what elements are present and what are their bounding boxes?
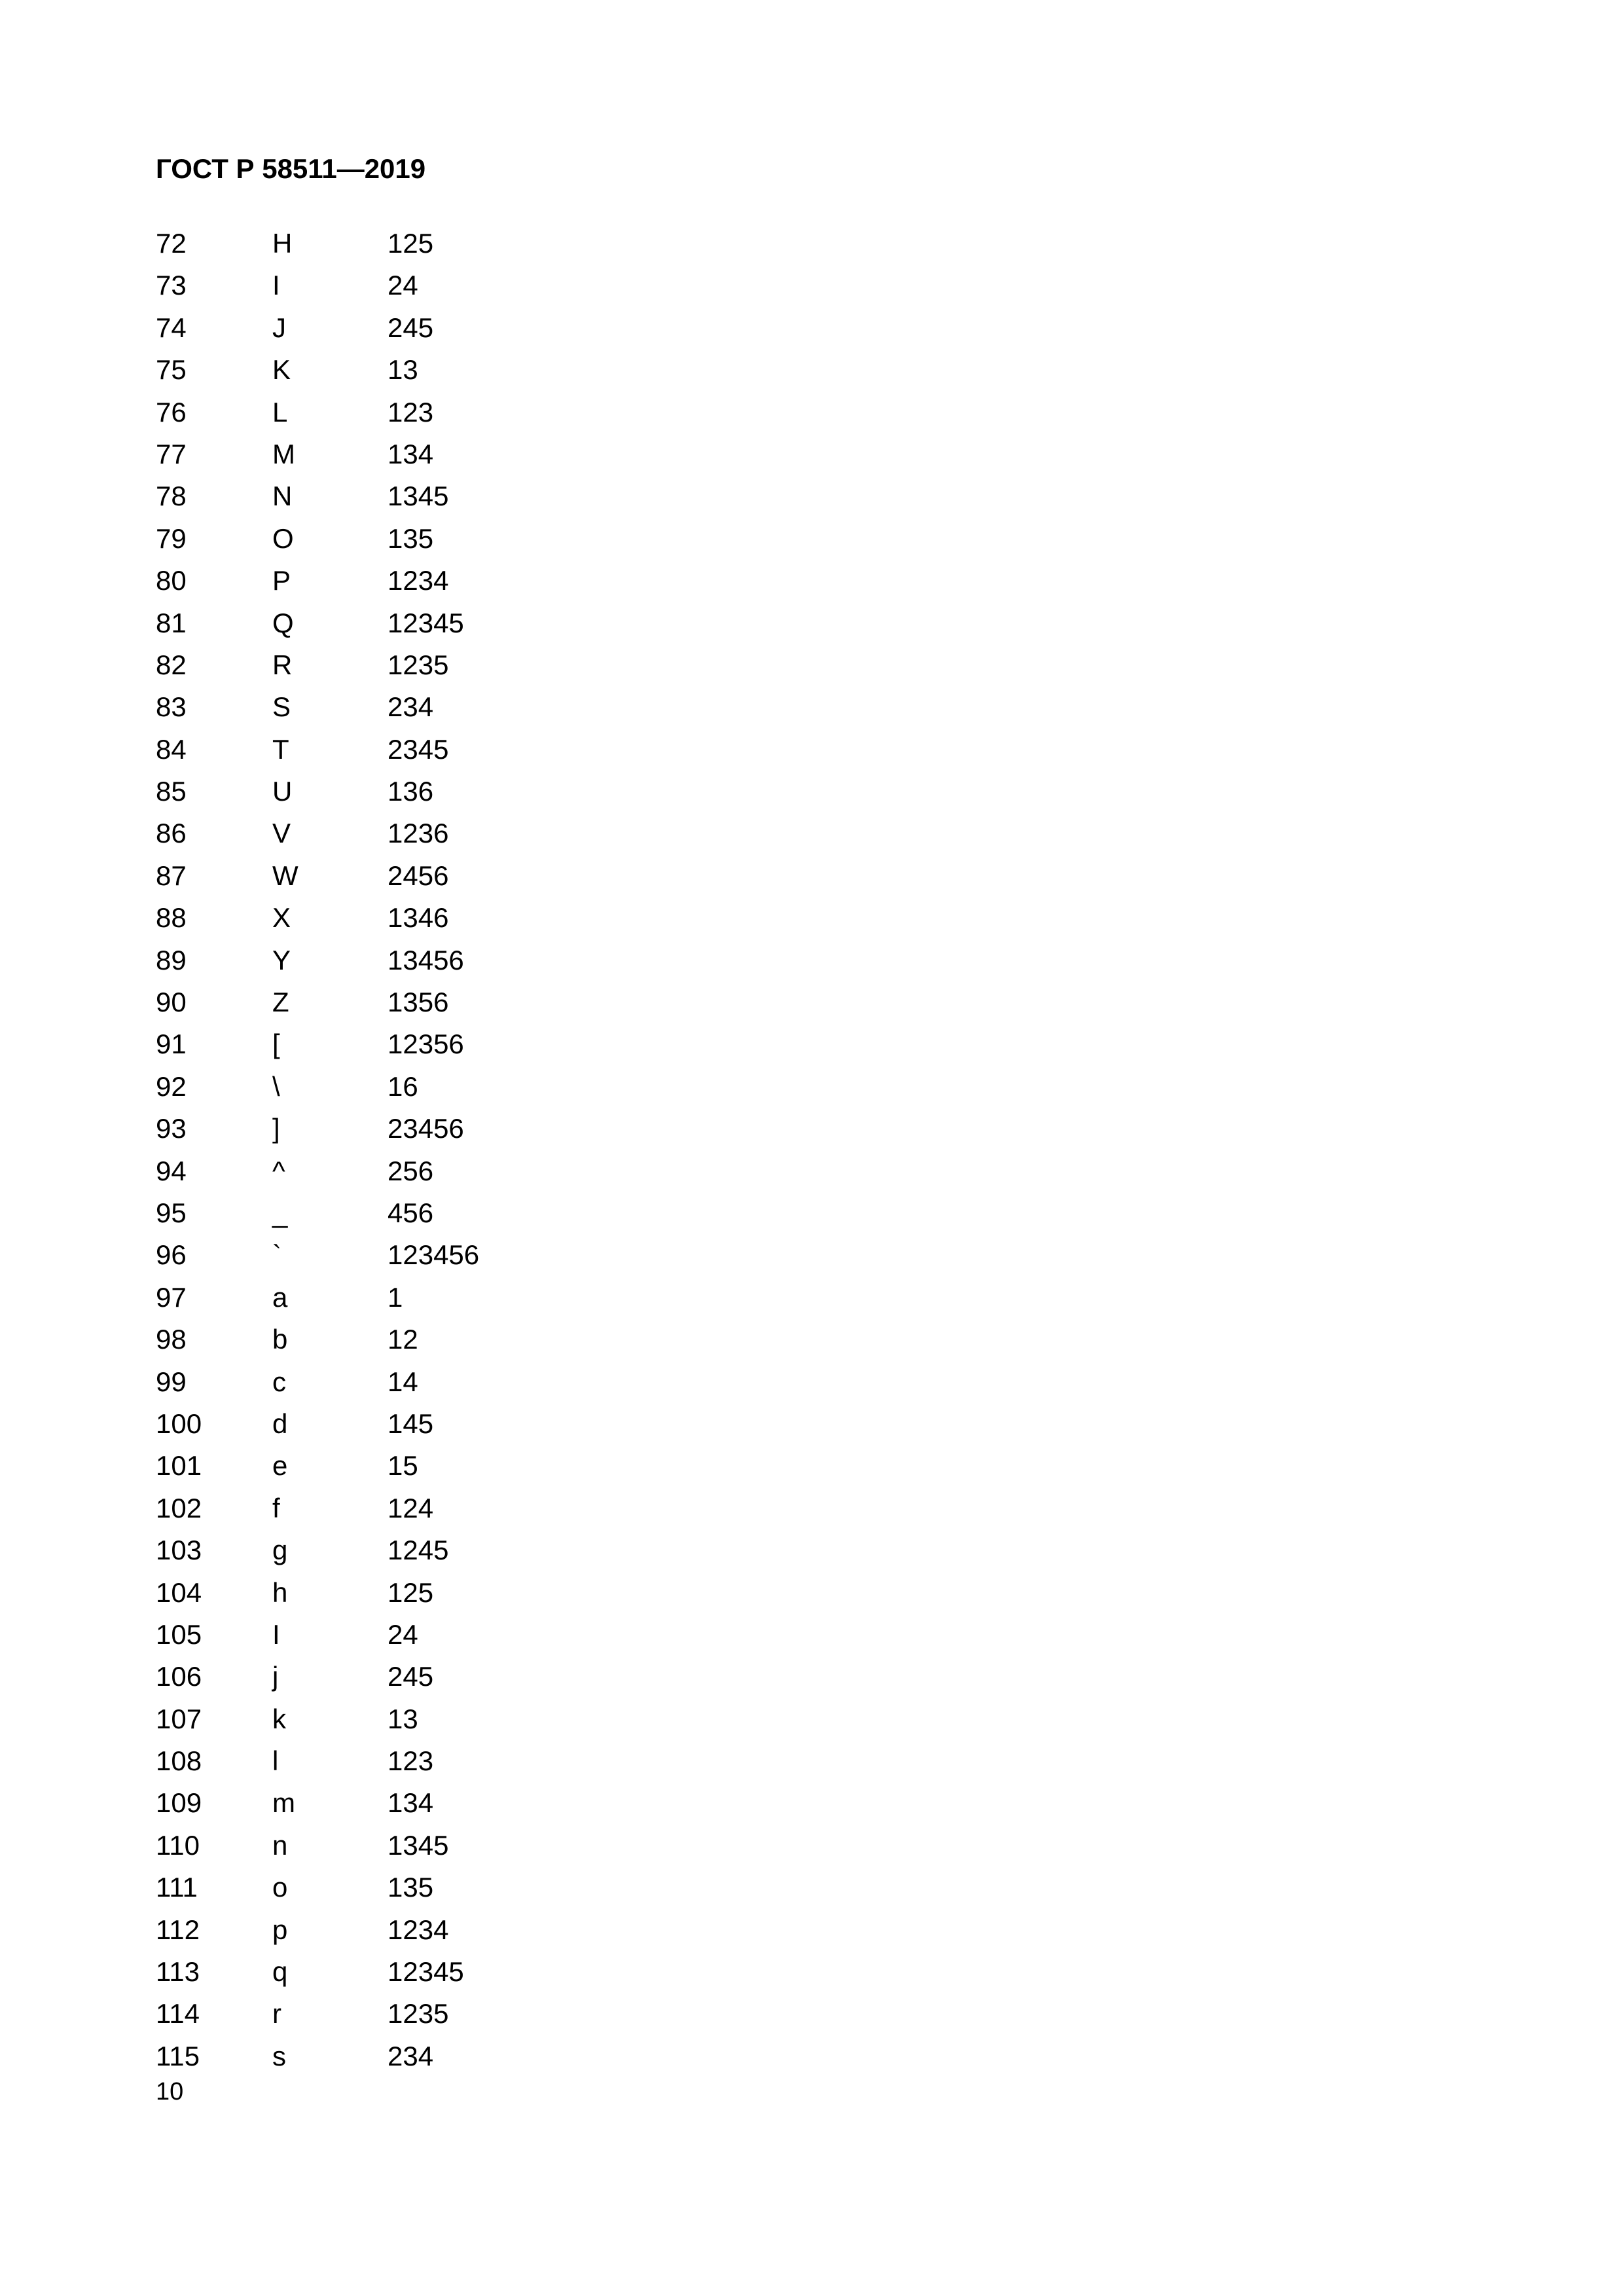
braille-dots-cell: 14 bbox=[388, 1366, 418, 1397]
decimal-code-cell: 87 bbox=[156, 860, 187, 891]
table-row bbox=[156, 1150, 614, 1192]
table-row bbox=[156, 1740, 614, 1782]
decimal-code-cell: 77 bbox=[156, 438, 187, 469]
character-cell: n bbox=[272, 1829, 288, 1861]
braille-dots-cell: 1245 bbox=[388, 1535, 449, 1566]
table-row bbox=[156, 223, 614, 264]
decimal-code-cell: 103 bbox=[156, 1535, 202, 1566]
character-cell: k bbox=[272, 1703, 286, 1734]
table-row bbox=[156, 686, 614, 728]
decimal-code-cell: 78 bbox=[156, 481, 187, 512]
decimal-code-cell: 102 bbox=[156, 1492, 202, 1523]
table-row bbox=[156, 264, 614, 306]
braille-dots-cell: 23456 bbox=[388, 1113, 464, 1144]
decimal-code-cell: 113 bbox=[156, 1956, 200, 1988]
character-cell: J bbox=[272, 312, 286, 343]
braille-dots-cell: 15 bbox=[388, 1450, 418, 1482]
character-cell: K bbox=[272, 354, 291, 386]
braille-dots-cell: 1346 bbox=[388, 902, 449, 934]
decimal-code-cell: 109 bbox=[156, 1787, 202, 1819]
braille-dots-cell: 125 bbox=[388, 228, 434, 259]
character-cell: U bbox=[272, 776, 293, 807]
braille-dots-cell: 1356 bbox=[388, 987, 449, 1018]
decimal-code-cell: 112 bbox=[156, 1914, 200, 1945]
decimal-code-cell: 80 bbox=[156, 565, 187, 596]
table-row bbox=[156, 1277, 614, 1319]
braille-dots-cell: 245 bbox=[388, 312, 434, 343]
decimal-code-cell: 107 bbox=[156, 1703, 202, 1734]
character-cell: H bbox=[272, 228, 293, 259]
braille-dots-cell: 234 bbox=[388, 691, 434, 723]
braille-dots-cell: 124 bbox=[388, 1492, 434, 1523]
table-row bbox=[156, 1403, 614, 1445]
table-row bbox=[156, 1361, 614, 1403]
table-row bbox=[156, 349, 614, 391]
decimal-code-cell: 86 bbox=[156, 818, 187, 849]
decimal-code-cell: 94 bbox=[156, 1155, 187, 1186]
table-row bbox=[156, 812, 614, 854]
character-cell: f bbox=[272, 1492, 280, 1523]
table-row bbox=[156, 1572, 614, 1614]
decimal-code-cell: 85 bbox=[156, 776, 187, 807]
braille-dots-cell: 12356 bbox=[388, 1029, 464, 1060]
table-row bbox=[156, 1319, 614, 1360]
character-cell: P bbox=[272, 565, 291, 596]
table-row bbox=[156, 518, 614, 560]
table-row bbox=[156, 560, 614, 602]
table-row bbox=[156, 1023, 614, 1065]
braille-dots-cell: 1234 bbox=[388, 565, 449, 596]
braille-dots-cell: 2456 bbox=[388, 860, 449, 891]
character-cell: M bbox=[272, 438, 295, 469]
character-cell: s bbox=[272, 2040, 286, 2071]
table-row bbox=[156, 771, 614, 812]
character-cell: m bbox=[272, 1787, 295, 1819]
table-row bbox=[156, 981, 614, 1023]
braille-dots-cell: 13 bbox=[388, 354, 418, 386]
table-row bbox=[156, 433, 614, 475]
character-cell: S bbox=[272, 691, 291, 723]
braille-dots-cell: 123456 bbox=[388, 1239, 480, 1271]
decimal-code-cell: 91 bbox=[156, 1029, 187, 1060]
decimal-code-cell: 101 bbox=[156, 1450, 202, 1482]
braille-dots-cell: 1345 bbox=[388, 481, 449, 512]
braille-dots-cell: 24 bbox=[388, 270, 418, 301]
character-cell: h bbox=[272, 1576, 288, 1608]
decimal-code-cell: 75 bbox=[156, 354, 187, 386]
braille-dots-cell: 234 bbox=[388, 2040, 434, 2071]
braille-dots-cell: 1235 bbox=[388, 1998, 449, 2030]
decimal-code-cell: 98 bbox=[156, 1324, 187, 1355]
decimal-code-cell: 90 bbox=[156, 987, 187, 1018]
decimal-code-cell: 95 bbox=[156, 1197, 187, 1228]
character-cell: I bbox=[272, 1618, 280, 1650]
braille-dots-cell: 256 bbox=[388, 1155, 434, 1186]
braille-dots-cell: 123 bbox=[388, 396, 434, 428]
character-cell: Y bbox=[272, 944, 291, 975]
braille-dots-cell: 134 bbox=[388, 1787, 434, 1819]
character-cell: O bbox=[272, 522, 294, 554]
table-row bbox=[156, 855, 614, 897]
character-cell: g bbox=[272, 1535, 288, 1566]
braille-dots-cell: 1236 bbox=[388, 818, 449, 849]
character-cell: b bbox=[272, 1324, 288, 1355]
decimal-code-cell: 97 bbox=[156, 1281, 187, 1313]
character-cell: V bbox=[272, 818, 291, 849]
table-row bbox=[156, 1445, 614, 1487]
table-row bbox=[156, 1782, 614, 1824]
decimal-code-cell: 99 bbox=[156, 1366, 187, 1397]
character-cell: T bbox=[272, 733, 289, 765]
braille-dots-cell: 2345 bbox=[388, 733, 449, 765]
decimal-code-cell: 93 bbox=[156, 1113, 187, 1144]
character-cell: I bbox=[272, 270, 280, 301]
table-row bbox=[156, 1487, 614, 1529]
decimal-code-cell: 114 bbox=[156, 1998, 200, 2030]
character-cell: ^ bbox=[272, 1155, 285, 1186]
character-cell: o bbox=[272, 1872, 288, 1903]
character-cell: _ bbox=[272, 1197, 288, 1228]
table-row bbox=[156, 1909, 614, 1951]
table-row bbox=[156, 729, 614, 771]
braille-dots-cell: 135 bbox=[388, 522, 434, 554]
table-row bbox=[156, 1614, 614, 1656]
braille-dots-cell: 456 bbox=[388, 1197, 434, 1228]
decimal-code-cell: 106 bbox=[156, 1661, 202, 1692]
braille-dots-cell: 1235 bbox=[388, 649, 449, 680]
table-row bbox=[156, 1867, 614, 1908]
character-cell: l bbox=[272, 1745, 279, 1777]
decimal-code-cell: 79 bbox=[156, 522, 187, 554]
character-cell: Z bbox=[272, 987, 289, 1018]
decimal-code-cell: 88 bbox=[156, 902, 187, 934]
table-row bbox=[156, 897, 614, 939]
braille-dots-cell: 24 bbox=[388, 1618, 418, 1650]
decimal-code-cell: 89 bbox=[156, 944, 187, 975]
braille-dots-cell: 16 bbox=[388, 1070, 418, 1102]
character-cell: ] bbox=[272, 1113, 280, 1144]
braille-dots-cell: 125 bbox=[388, 1576, 434, 1608]
character-cell: R bbox=[272, 649, 293, 680]
page-header-title: ГОСТ Р 58511—2019 bbox=[156, 153, 426, 184]
table-row bbox=[156, 1656, 614, 1698]
character-cell: ` bbox=[272, 1239, 281, 1271]
table-row bbox=[156, 392, 614, 433]
decimal-code-cell: 96 bbox=[156, 1239, 187, 1271]
table-row bbox=[156, 307, 614, 349]
character-cell: a bbox=[272, 1281, 288, 1313]
decimal-code-cell: 104 bbox=[156, 1576, 202, 1608]
character-cell: [ bbox=[272, 1029, 280, 1060]
character-cell: d bbox=[272, 1408, 288, 1439]
braille-dots-cell: 12345 bbox=[388, 607, 464, 638]
braille-dots-cell: 12345 bbox=[388, 1956, 464, 1988]
braille-dots-cell: 13 bbox=[388, 1703, 418, 1734]
decimal-code-cell: 84 bbox=[156, 733, 187, 765]
braille-dots-cell: 123 bbox=[388, 1745, 434, 1777]
braille-dots-cell: 245 bbox=[388, 1661, 434, 1692]
table-row bbox=[156, 1066, 614, 1108]
page-number: 10 bbox=[156, 2078, 184, 2105]
decimal-code-cell: 83 bbox=[156, 691, 187, 723]
table-row bbox=[156, 1993, 614, 2035]
character-cell: p bbox=[272, 1914, 288, 1945]
table-row bbox=[156, 602, 614, 644]
table-row bbox=[156, 939, 614, 981]
character-cell: L bbox=[272, 396, 288, 428]
table-row bbox=[156, 475, 614, 517]
character-cell: \ bbox=[272, 1070, 280, 1102]
decimal-code-cell: 76 bbox=[156, 396, 187, 428]
decimal-code-cell: 73 bbox=[156, 270, 187, 301]
table-row bbox=[156, 1698, 614, 1740]
decimal-code-cell: 81 bbox=[156, 607, 187, 638]
braille-dots-cell: 1345 bbox=[388, 1829, 449, 1861]
table-row bbox=[156, 644, 614, 686]
braille-dots-cell: 12 bbox=[388, 1324, 418, 1355]
character-cell: N bbox=[272, 481, 293, 512]
decimal-code-cell: 72 bbox=[156, 228, 187, 259]
table-row bbox=[156, 1951, 614, 1993]
braille-dots-cell: 1234 bbox=[388, 1914, 449, 1945]
braille-dots-cell: 135 bbox=[388, 1872, 434, 1903]
table-row bbox=[156, 1108, 614, 1150]
table-row bbox=[156, 1825, 614, 1867]
decimal-code-cell: 74 bbox=[156, 312, 187, 343]
decimal-code-cell: 105 bbox=[156, 1618, 202, 1650]
decimal-code-cell: 111 bbox=[156, 1872, 198, 1903]
braille-dots-cell: 13456 bbox=[388, 944, 464, 975]
character-cell: W bbox=[272, 860, 298, 891]
table-row bbox=[156, 1529, 614, 1571]
decimal-code-cell: 92 bbox=[156, 1070, 187, 1102]
character-cell: e bbox=[272, 1450, 288, 1482]
table-row bbox=[156, 2035, 614, 2077]
decimal-code-cell: 115 bbox=[156, 2040, 200, 2071]
character-cell: c bbox=[272, 1366, 286, 1397]
decimal-code-cell: 100 bbox=[156, 1408, 202, 1439]
decimal-code-cell: 108 bbox=[156, 1745, 202, 1777]
character-cell: Q bbox=[272, 607, 294, 638]
code-table bbox=[156, 223, 614, 2077]
character-cell: X bbox=[272, 902, 291, 934]
character-cell: j bbox=[272, 1661, 279, 1692]
table-row bbox=[156, 1234, 614, 1276]
braille-dots-cell: 1 bbox=[388, 1281, 403, 1313]
character-cell: r bbox=[272, 1998, 281, 2030]
braille-dots-cell: 136 bbox=[388, 776, 434, 807]
braille-dots-cell: 134 bbox=[388, 438, 434, 469]
character-cell: q bbox=[272, 1956, 288, 1988]
braille-dots-cell: 145 bbox=[388, 1408, 434, 1439]
table-row bbox=[156, 1192, 614, 1234]
decimal-code-cell: 82 bbox=[156, 649, 187, 680]
decimal-code-cell: 110 bbox=[156, 1829, 200, 1861]
